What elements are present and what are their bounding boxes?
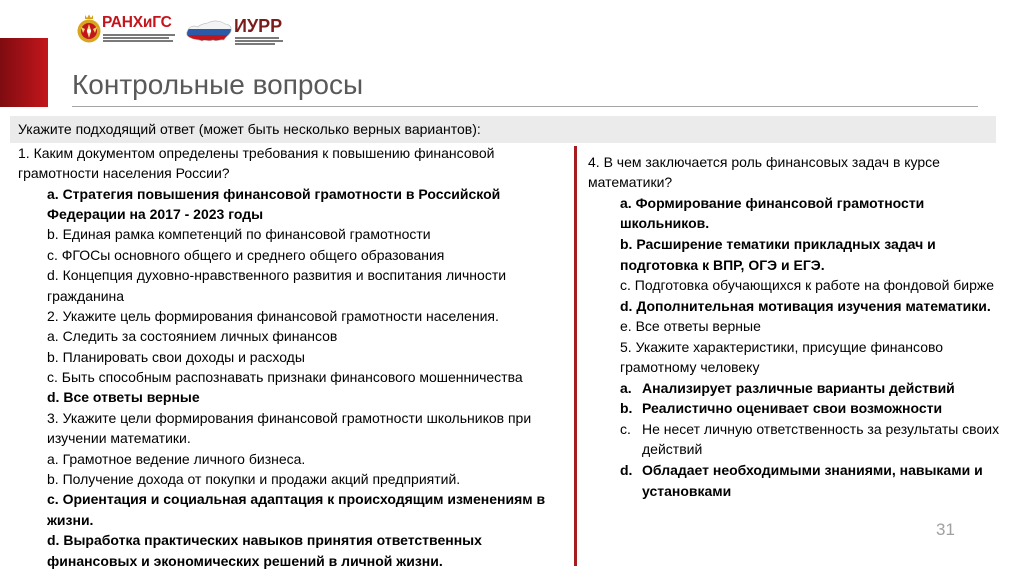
page-number: 31: [936, 520, 955, 539]
instruction-band: [10, 116, 996, 143]
answer-option: [18, 530, 545, 571]
answer-option: [588, 460, 999, 501]
answer-marker: c.: [620, 420, 631, 437]
answer-option: [18, 184, 545, 225]
question-text: 2. Укажите цель формирования финансовой грамотности населения.: [47, 307, 499, 324]
answer-text: установками: [642, 482, 732, 499]
answer-option: [18, 367, 545, 387]
answer-text: Не несет личную ответственность за результаты своих: [642, 420, 1000, 437]
left-column: [18, 143, 545, 571]
answer-line: [588, 460, 999, 481]
answer-line: [588, 378, 999, 399]
answer-option: [18, 265, 545, 306]
answer-option: [18, 347, 545, 367]
right-column: [588, 152, 999, 501]
answer-line: [588, 419, 999, 440]
answer-option: [18, 326, 545, 346]
answer-text: d. Все ответы верные: [47, 389, 200, 406]
answer-text: a. Формирование финансовой грамотности: [620, 194, 925, 211]
question-block-5: [588, 337, 999, 501]
iurr-logo-subtext: [235, 37, 283, 47]
answer-option: [588, 296, 999, 317]
question-block-4: [588, 152, 999, 337]
answer-text: школьников.: [620, 215, 710, 232]
answer-text: b. Единая рамка компетенций по финансовой грамотности: [47, 226, 431, 243]
question-text: 4. В чем заключается роль финансовых задач в курсе: [588, 153, 940, 170]
question-text: грамотности населения России?: [18, 165, 230, 182]
answer-option: [588, 234, 999, 275]
russia-map-icon: [185, 18, 233, 44]
answer-option: [18, 449, 545, 469]
question-text: изучении математики.: [47, 430, 191, 447]
ranepa-crest-icon: [76, 13, 102, 45]
instruction-text: Укажите подходящий ответ (может быть несколько верных вариантов):: [18, 121, 481, 137]
answer-option: [588, 378, 999, 399]
question-block-1: [18, 143, 545, 306]
answer-option: [18, 489, 545, 530]
answer-marker: a.: [620, 379, 632, 396]
slide-title: Контрольные вопросы: [72, 69, 364, 100]
answer-text: b. Расширение тематики прикладных задач и: [620, 235, 936, 252]
answer-text: a. Грамотное ведение личного бизнеса.: [47, 450, 306, 467]
question-text: 5. Укажите характеристики, присущие финансово: [620, 338, 944, 355]
answer-text: c. Быть способным распознавать признаки финансового мошенничества: [47, 369, 523, 386]
answer-marker: d.: [620, 462, 633, 478]
red-accent-block: [0, 38, 48, 107]
answer-option: [18, 387, 545, 407]
answer-text: Реалистично оценивает свои возможности: [642, 400, 943, 417]
ranepa-logo-subtext: [103, 34, 175, 44]
answer-text: Анализирует различные варианты действий: [642, 379, 955, 396]
answer-text: b. Получение дохода от покупки и продажи акций предприятий.: [47, 471, 461, 488]
answer-text: c. Подготовка обучающихся к работе на фондовой бирже: [620, 277, 995, 294]
answer-text: d. Концепция духовно-нравственного развития и воспитания личности: [47, 267, 507, 284]
answer-text: c. ФГОСы основного общего и среднего общего образования: [47, 246, 445, 263]
ranepa-logo-text: РАНХиГС: [102, 14, 172, 31]
answer-option: [18, 224, 545, 244]
title-underline: [72, 106, 978, 107]
answer-text: гражданина: [47, 287, 125, 304]
answer-option: [588, 193, 999, 234]
answer-text: Федерации на 2017 - 2023 годы: [47, 205, 264, 222]
question-block-2: [18, 306, 545, 408]
question-text: 1. Каким документом определены требования к повышению финансовой: [18, 144, 495, 161]
question-block-3: [18, 408, 545, 571]
answer-text: e. Все ответы верные: [620, 318, 761, 335]
answer-text: c. Ориентация и социальная адаптация к происходящим изменениям в: [47, 491, 546, 508]
answer-option: [588, 419, 999, 460]
answer-text: Обладает необходимыми знаниями, навыками и: [642, 462, 983, 478]
answer-text: действий: [642, 441, 703, 458]
answer-text: жизни.: [47, 511, 94, 528]
answer-marker: b.: [620, 400, 633, 417]
column-divider: [574, 146, 577, 566]
answer-text: a. Стратегия повышения финансовой грамотности в Российской: [47, 185, 501, 202]
question-text: математики?: [588, 174, 673, 191]
answer-text: b. Планировать свои доходы и расходы: [47, 348, 305, 365]
answer-text: финансовых и экономических решений в личной жизни.: [47, 552, 443, 569]
question-text: грамотному человеку: [620, 359, 760, 376]
answer-text: подготовка к ВПР, ОГЭ и ЕГЭ.: [620, 256, 825, 273]
answer-option: [18, 245, 545, 265]
answer-option: [588, 275, 999, 296]
answer-text: a. Следить за состоянием личных финансов: [47, 328, 338, 345]
answer-option: [18, 469, 545, 489]
answer-line: [588, 398, 999, 419]
answer-text: d. Выработка практических навыков принятия ответственных: [47, 532, 482, 549]
iurr-logo-text: ИУРР: [234, 16, 283, 36]
answer-option: [588, 316, 999, 337]
answer-text: d. Дополнительная мотивация изучения математики.: [620, 297, 991, 314]
answer-option: [588, 398, 999, 419]
question-text: 3. Укажите цели формирования финансовой грамотности школьников при: [47, 409, 532, 426]
